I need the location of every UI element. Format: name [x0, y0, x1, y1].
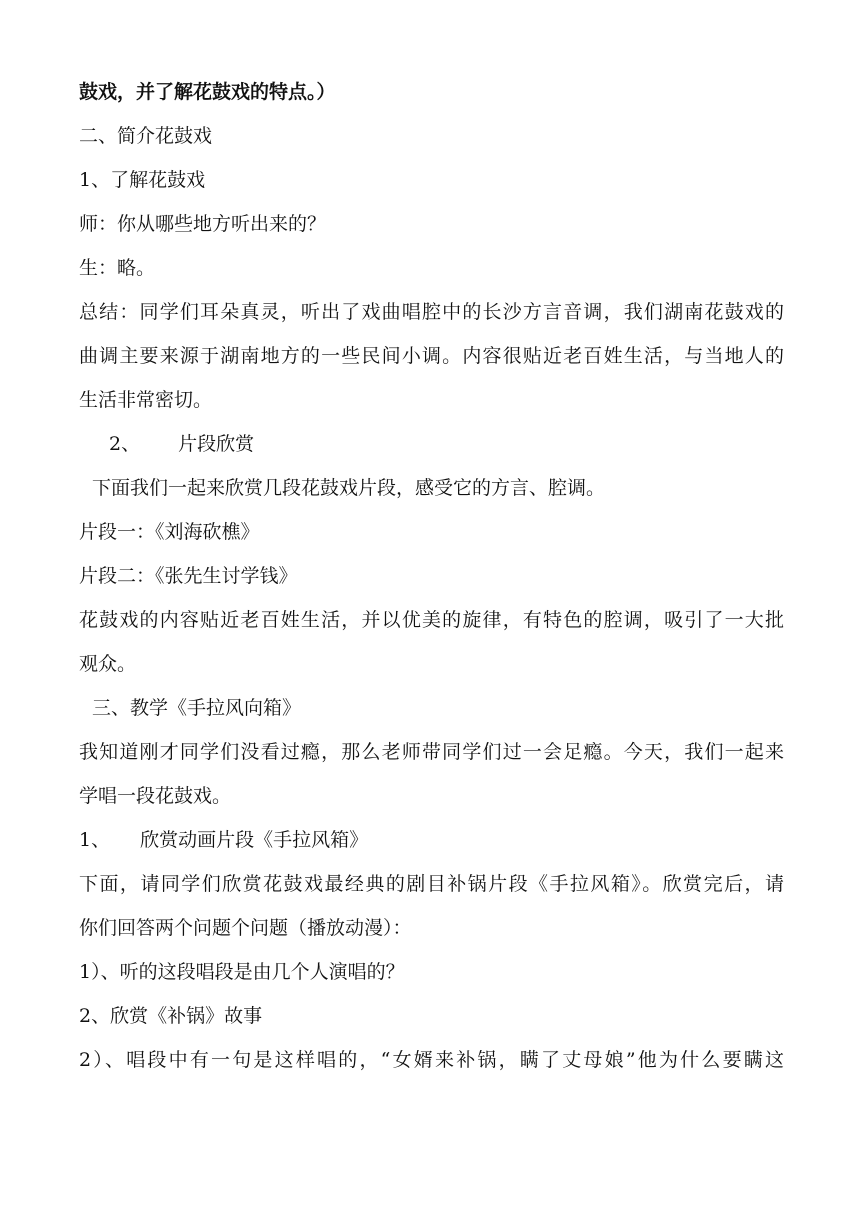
heading-section-two: 二、简介花鼓戏 [79, 125, 213, 147]
instruction-line-1: 下面，请同学们欣赏花鼓戏最经典的剧目补锅片段《手拉风箱》。欣赏完后，请 [79, 873, 784, 895]
question-one: 1）、听的这段唱段是由几个人演唱的？ [79, 961, 405, 983]
list-number: 1、 [79, 829, 111, 851]
list-title: 片段欣赏 [178, 433, 255, 455]
paragraph-continuation: 鼓戏，并了解花鼓戏的特点。） [79, 81, 336, 103]
fragment-two: 片段二：《张先生讨学钱》 [79, 565, 298, 587]
teaching-line-1: 我知道刚才同学们没看过瘾，那么老师带同学们过一会足瘾。今天，我们一起来 [79, 741, 784, 763]
student-answer: 生：略。 [79, 257, 156, 279]
summary-line-1: 总结：同学们耳朵真灵，听出了戏曲唱腔中的长沙方言音调，我们湖南花鼓戏的 [79, 301, 784, 323]
summary-line-2: 曲调主要来源于湖南地方的一些民间小调。内容很贴近老百姓生活，与当地人的 [79, 345, 784, 367]
subheading-understand: 1、了解花鼓戏 [79, 169, 206, 191]
list-number: 2、 [109, 433, 141, 455]
content-line-2: 观众。 [79, 653, 137, 675]
intro-line: 下面我们一起来欣赏几段花鼓戏片段，感受它的方言、腔调。 [92, 477, 606, 499]
subheading-story: 2、欣赏《补锅》故事 [79, 1005, 263, 1027]
document-body [79, 70, 784, 1082]
question-two: 2）、唱段中有一句是这样唱的，“女婿来补锅，瞒了丈母娘”他为什么要瞒这 [79, 1049, 784, 1071]
instruction-line-2: 你们回答两个问题个问题（播放动漫）： [79, 917, 412, 939]
subheading-animation [79, 818, 784, 862]
heading-section-three: 三、教学《手拉风向箱》 [92, 697, 302, 719]
subheading-fragment-appreciation [79, 422, 784, 466]
fragment-one: 片段一：《刘海砍樵》 [79, 521, 260, 543]
content-line-1: 花鼓戏的内容贴近老百姓生活，并以优美的旋律，有特色的腔调，吸引了一大批 [79, 609, 784, 631]
list-title: 欣赏动画片段《手拉风箱》 [140, 829, 369, 851]
summary-line-3: 生活非常密切。 [79, 389, 213, 411]
teacher-question: 师：你从哪些地方听出来的？ [79, 213, 327, 235]
teaching-line-2: 学唱一段花鼓戏。 [79, 785, 232, 807]
